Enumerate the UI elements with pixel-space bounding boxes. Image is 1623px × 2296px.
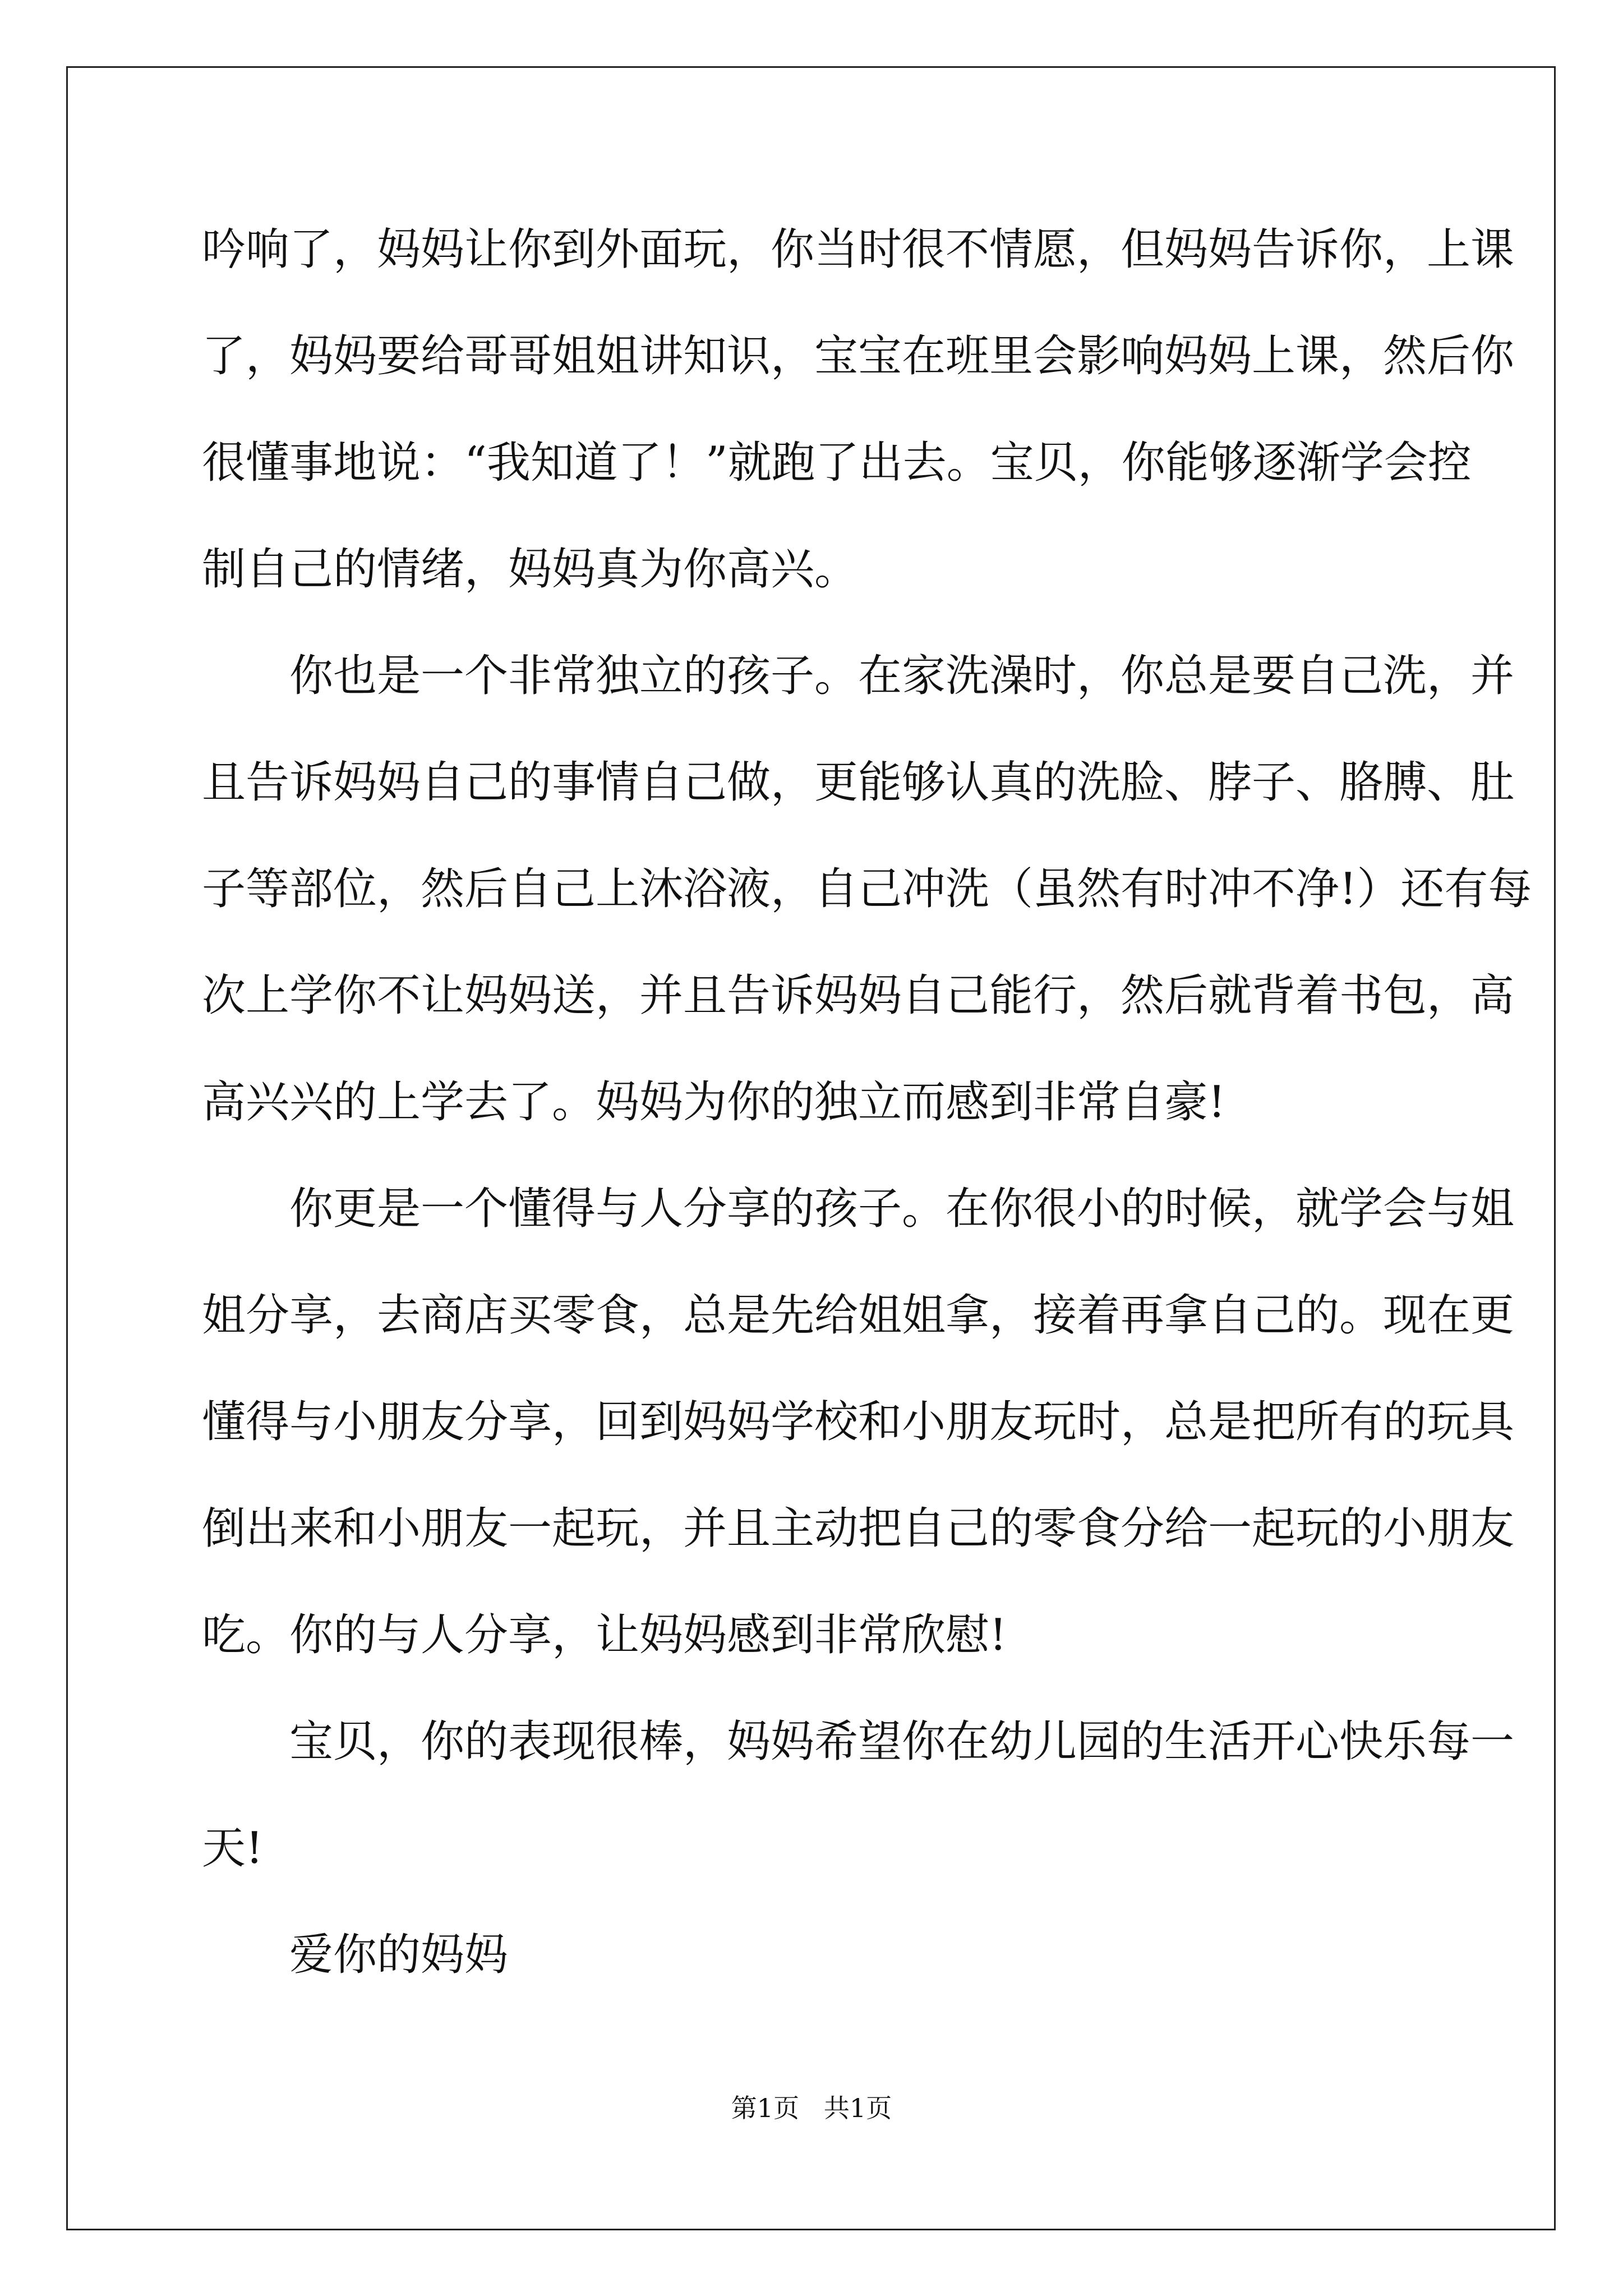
signature-line: 爱你的妈妈 bbox=[289, 1930, 509, 1980]
text-line: 天! bbox=[202, 1823, 264, 1874]
text-line: 你也是一个非常独立的孩子。在家洗澡时，你总是要自己洗，并 bbox=[289, 651, 1515, 701]
page-footer: 第1页 共1页 bbox=[731, 2093, 892, 2123]
text-line: 很懂事地说：“我知道了！”就跑了出去。宝贝，你能够逐渐学会控 bbox=[202, 438, 1472, 488]
text-line: 次上学你不让妈妈送，并且告诉妈妈自己能行，然后就背着书包，高 bbox=[202, 970, 1515, 1021]
text-line: 制自己的情绪，妈妈真为你高兴。 bbox=[202, 544, 859, 595]
text-line: 你更是一个懂得与人分享的孩子。在你很小的时候，就学会与姐 bbox=[289, 1184, 1515, 1234]
text-line: 倒出来和小朋友一起玩，并且主动把自己的零食分给一起玩的小朋友 bbox=[202, 1503, 1515, 1554]
text-line: 吟响了，妈妈让你到外面玩，你当时很不情愿，但妈妈告诉你，上课 bbox=[202, 224, 1515, 275]
text-line: 姐分享，去商店买零食，总是先给姐姐拿，接着再拿自己的。现在更 bbox=[202, 1290, 1515, 1341]
letter-body bbox=[202, 213, 1532, 2025]
text-line: 吃。你的与人分享，让妈妈感到非常欣慰! bbox=[202, 1610, 1007, 1660]
text-line: 子等部位，然后自己上沐浴液，自己冲洗（虽然有时冲不净!）还有每 bbox=[202, 864, 1532, 914]
text-line: 宝贝，你的表现很棒，妈妈希望你在幼儿园的生活开心快乐每一 bbox=[289, 1717, 1515, 1767]
text-line: 且告诉妈妈自己的事情自己做，更能够认真的洗脸、脖子、胳膊、肚 bbox=[202, 757, 1515, 808]
text-line: 了，妈妈要给哥哥姐姐讲知识，宝宝在班里会影响妈妈上课，然后你 bbox=[202, 331, 1515, 381]
text-line: 懂得与小朋友分享，回到妈妈学校和小朋友玩时，总是把所有的玩具 bbox=[202, 1397, 1515, 1447]
text-line: 高兴兴的上学去了。妈妈为你的独立而感到非常自豪! bbox=[202, 1077, 1226, 1128]
